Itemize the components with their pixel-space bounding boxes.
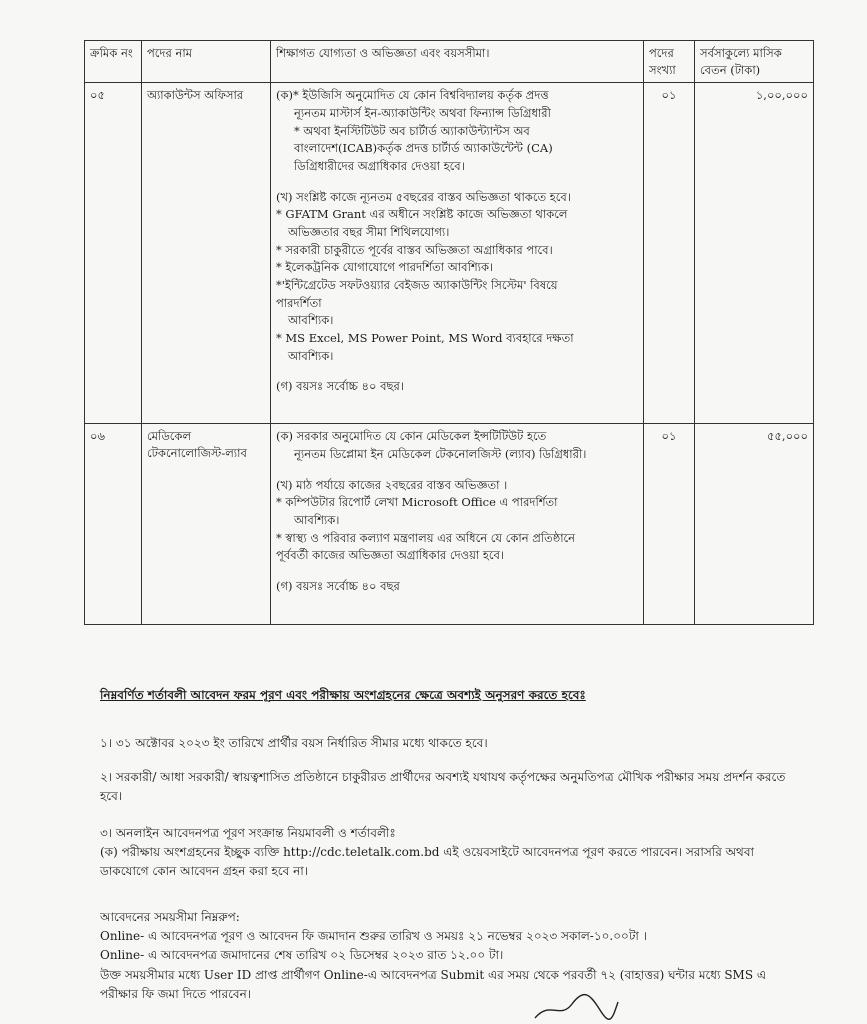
- requirement-line: অভিজ্ঞতার বছর সীমা শিথিলযোগ্য।: [288, 225, 450, 240]
- requirement-line: * কম্পিউটার রিপোর্ট লেখা Microsoft Office এ পারদর্শিতা: [276, 495, 558, 510]
- condition-item-3: [100, 824, 800, 882]
- requirement-line: পারদর্শিতা: [276, 295, 322, 310]
- job-table: [84, 40, 814, 625]
- requirement-line: * স্বাস্থ্য ও পরিবার কল্যাণ মন্ত্রণালয় এর অধিনে যে কোন প্রতিষ্ঠানে: [276, 530, 576, 545]
- header-requirements: শিক্ষাগত যোগ্যতা ও অভিজ্ঞতা এবং বয়সসীমা।: [271, 41, 644, 83]
- requirement-line: * সরকারী চাকুরীতে পূর্বের বাস্তব অভিজ্ঞতা অগ্রাধিকার পাবে।: [276, 242, 553, 257]
- header-count: পদের সংখ্যা: [644, 41, 695, 83]
- requirement-line: * MS Excel, MS Power Point, MS Word ব্যবহারে দক্ষতা: [276, 331, 574, 346]
- requirement-line: *'ইন্টিগ্রেটেড সফটওয়্যার বেইজড অ্যাকাউন্টিং সিস্টেম' বিষয়ে: [276, 278, 558, 293]
- requirement-line: * অথবা ইনস্টিটিউট অব চার্টার্ড অ্যাকাউন্ট্যান্টস অব: [294, 123, 530, 138]
- requirement-line: (ক) সরকার অনুমোদিত যে কোন মেডিকেল ইন্সটিটিউট হতে: [276, 429, 547, 444]
- requirement-line: ন্যূনতম মাস্টার্স ইন-অ্যাকাউন্টিং অথবা ফিন্যান্স ডিগ্রিধারী: [294, 106, 551, 121]
- requirement-line: * ইলেকট্রনিক যোগাযোগে পারদর্শিতা আবশ্যিক।: [276, 260, 494, 275]
- row-count: ০১: [644, 83, 695, 424]
- header-serial: ক্রমিক নং: [85, 41, 142, 83]
- deadline-start: Online- এ আবেদনপত্র পূরণ ও আবেদন ফি জমাদান শুরুর তারিখ ও সময়ঃ ২১ নভেম্বর ২০২৩ সকাল-১০.০০টা ।: [100, 929, 647, 944]
- header-post: পদের নাম: [142, 41, 271, 83]
- requirement-line: (খ) মাঠ পর্যায়ে কাজের ২বছরের বাস্তব অভিজ্ঞতা ।: [276, 477, 508, 492]
- requirement-line: (গ) বয়সঃ সর্বোচ্চ ৪০ বছর: [276, 579, 400, 594]
- row-count: ০১: [644, 424, 695, 625]
- row-post: মেডিকেল টেকনোলোজিস্ট-ল্যাব: [142, 424, 271, 625]
- deadline-section: [100, 908, 800, 1004]
- row-serial: ০৫: [85, 83, 142, 424]
- row-post: অ্যাকাউন্টস অফিসার: [142, 83, 271, 424]
- requirement-line: আবশ্যিক।: [294, 513, 340, 528]
- row-serial: ০৬: [85, 424, 142, 625]
- header-salary: সর্বসাকুল্যে মাসিক বেতন (টাকা): [695, 41, 814, 83]
- requirement-line: (গ) বয়সঃ সর্বোচ্চ ৪০ বছর।: [276, 379, 404, 394]
- row-salary: ৫৫,০০০: [695, 424, 814, 625]
- requirement-line: (খ) সংশ্লিষ্ট কাজে ন্যূনতম ৫বছরের বাস্তব অভিজ্ঞতা থাকতে হবে।: [276, 189, 571, 204]
- table-row: [85, 83, 814, 424]
- requirement-line: বাংলাদেশ(ICAB)কর্তৃক প্রদত্ত চার্টার্ড অ্যাকাউন্টেন্ট (CA): [294, 141, 553, 156]
- signature-mark: [530, 990, 620, 1024]
- deadline-fee: উক্ত সময়সীমার মধ্যে User ID প্রাপ্ত প্রার্থীগণ Online-এ আবেদনপত্র Submit এর সময় থেকে পরবর্তী ৭২ (বাহাত্তর) ঘন্টার মধ্যে SMS এ পরীক্ষার ফি জমা দিতে পারবেন।: [100, 967, 767, 1001]
- condition-item-2: ২। সরকারী/ আধা সরকারী/ স্বায়ত্বশাসিত প্রতিষ্ঠানে চাকুরীরত প্রার্থীদের অবশ্যই যথাযথ কর্তৃপক্ষের অনুমতিপত্র মৌখিক পরীক্ষার সময় প্রদর্শন করতে হবে।: [100, 770, 786, 804]
- condition-item-3-title: ৩। অনলাইন আবেদনপত্র পূরণ সংক্রান্ত নিয়মাবলী ও শর্তাবলীঃ: [100, 826, 396, 840]
- table-row: [85, 424, 814, 625]
- requirement-line: ডিগ্রিধারীদের অগ্রাধিকার দেওয়া হবে।: [294, 159, 465, 174]
- requirement-line: পূর্ববর্তী কাজের অভিজ্ঞতা অগ্রাধিকার দেওয়া হবে।: [276, 548, 505, 563]
- condition-item-1: ১। ৩১ অক্টোবর ২০২৩ ইং তারিখে প্রার্থীর বয়স নির্ধারিত সীমার মধ্যে থাকতে হবে।: [100, 736, 488, 750]
- condition-item-3a: (ক) পরীক্ষায় অংশগ্রহনের ইচ্ছুক ব্যক্তি http://cdc.teletalk.com.bd এই ওয়েবসাইটে আবেদনপত্র পূরণ করতে পারবেন। সরাসরি অথবা ডাকযোগে কোন আবেদন গ্রহন করা হবে না।: [100, 845, 754, 879]
- row-requirements: [271, 424, 644, 625]
- requirement-line: আবশ্যিক।: [288, 313, 334, 328]
- requirement-line: আবশ্যিক।: [288, 348, 334, 363]
- deadline-end: Online- এ আবেদনপত্র জমাদানের শেষ তারিখ ০২ ডিসেম্বর ২০২৩ রাত ১২.০০ টা।: [100, 948, 504, 963]
- deadline-title: আবেদনের সময়সীমা নিম্নরুপ:: [100, 910, 240, 924]
- requirement-line: * GFATM Grant এর অধীনে সংশ্লিষ্ট কাজে অভিজ্ঞতা থাকলে: [276, 207, 568, 222]
- requirement-line: ন্যূনতম ডিপ্লোমা ইন মেডিকেল টেকনোলজিস্ট (ল্যাব) ডিগ্রিধারী।: [294, 447, 587, 462]
- table-header-row: [85, 41, 814, 83]
- requirement-line: (ক)* ইউজিসি অনুমোদিত যে কোন বিশ্ববিদ্যালয় কর্তৃক প্রদত্ত: [276, 88, 549, 103]
- conditions-heading: নিম্নবর্ণিত শর্তাবলী আবেদন ফরম পূরণ এবং পরীক্ষায় অংশগ্রহনের ক্ষেত্রে অবশ্যই অনুসরণ করতে হবেঃ: [100, 688, 586, 702]
- row-requirements: [271, 83, 644, 424]
- row-salary: ১,০০,০০০: [695, 83, 814, 424]
